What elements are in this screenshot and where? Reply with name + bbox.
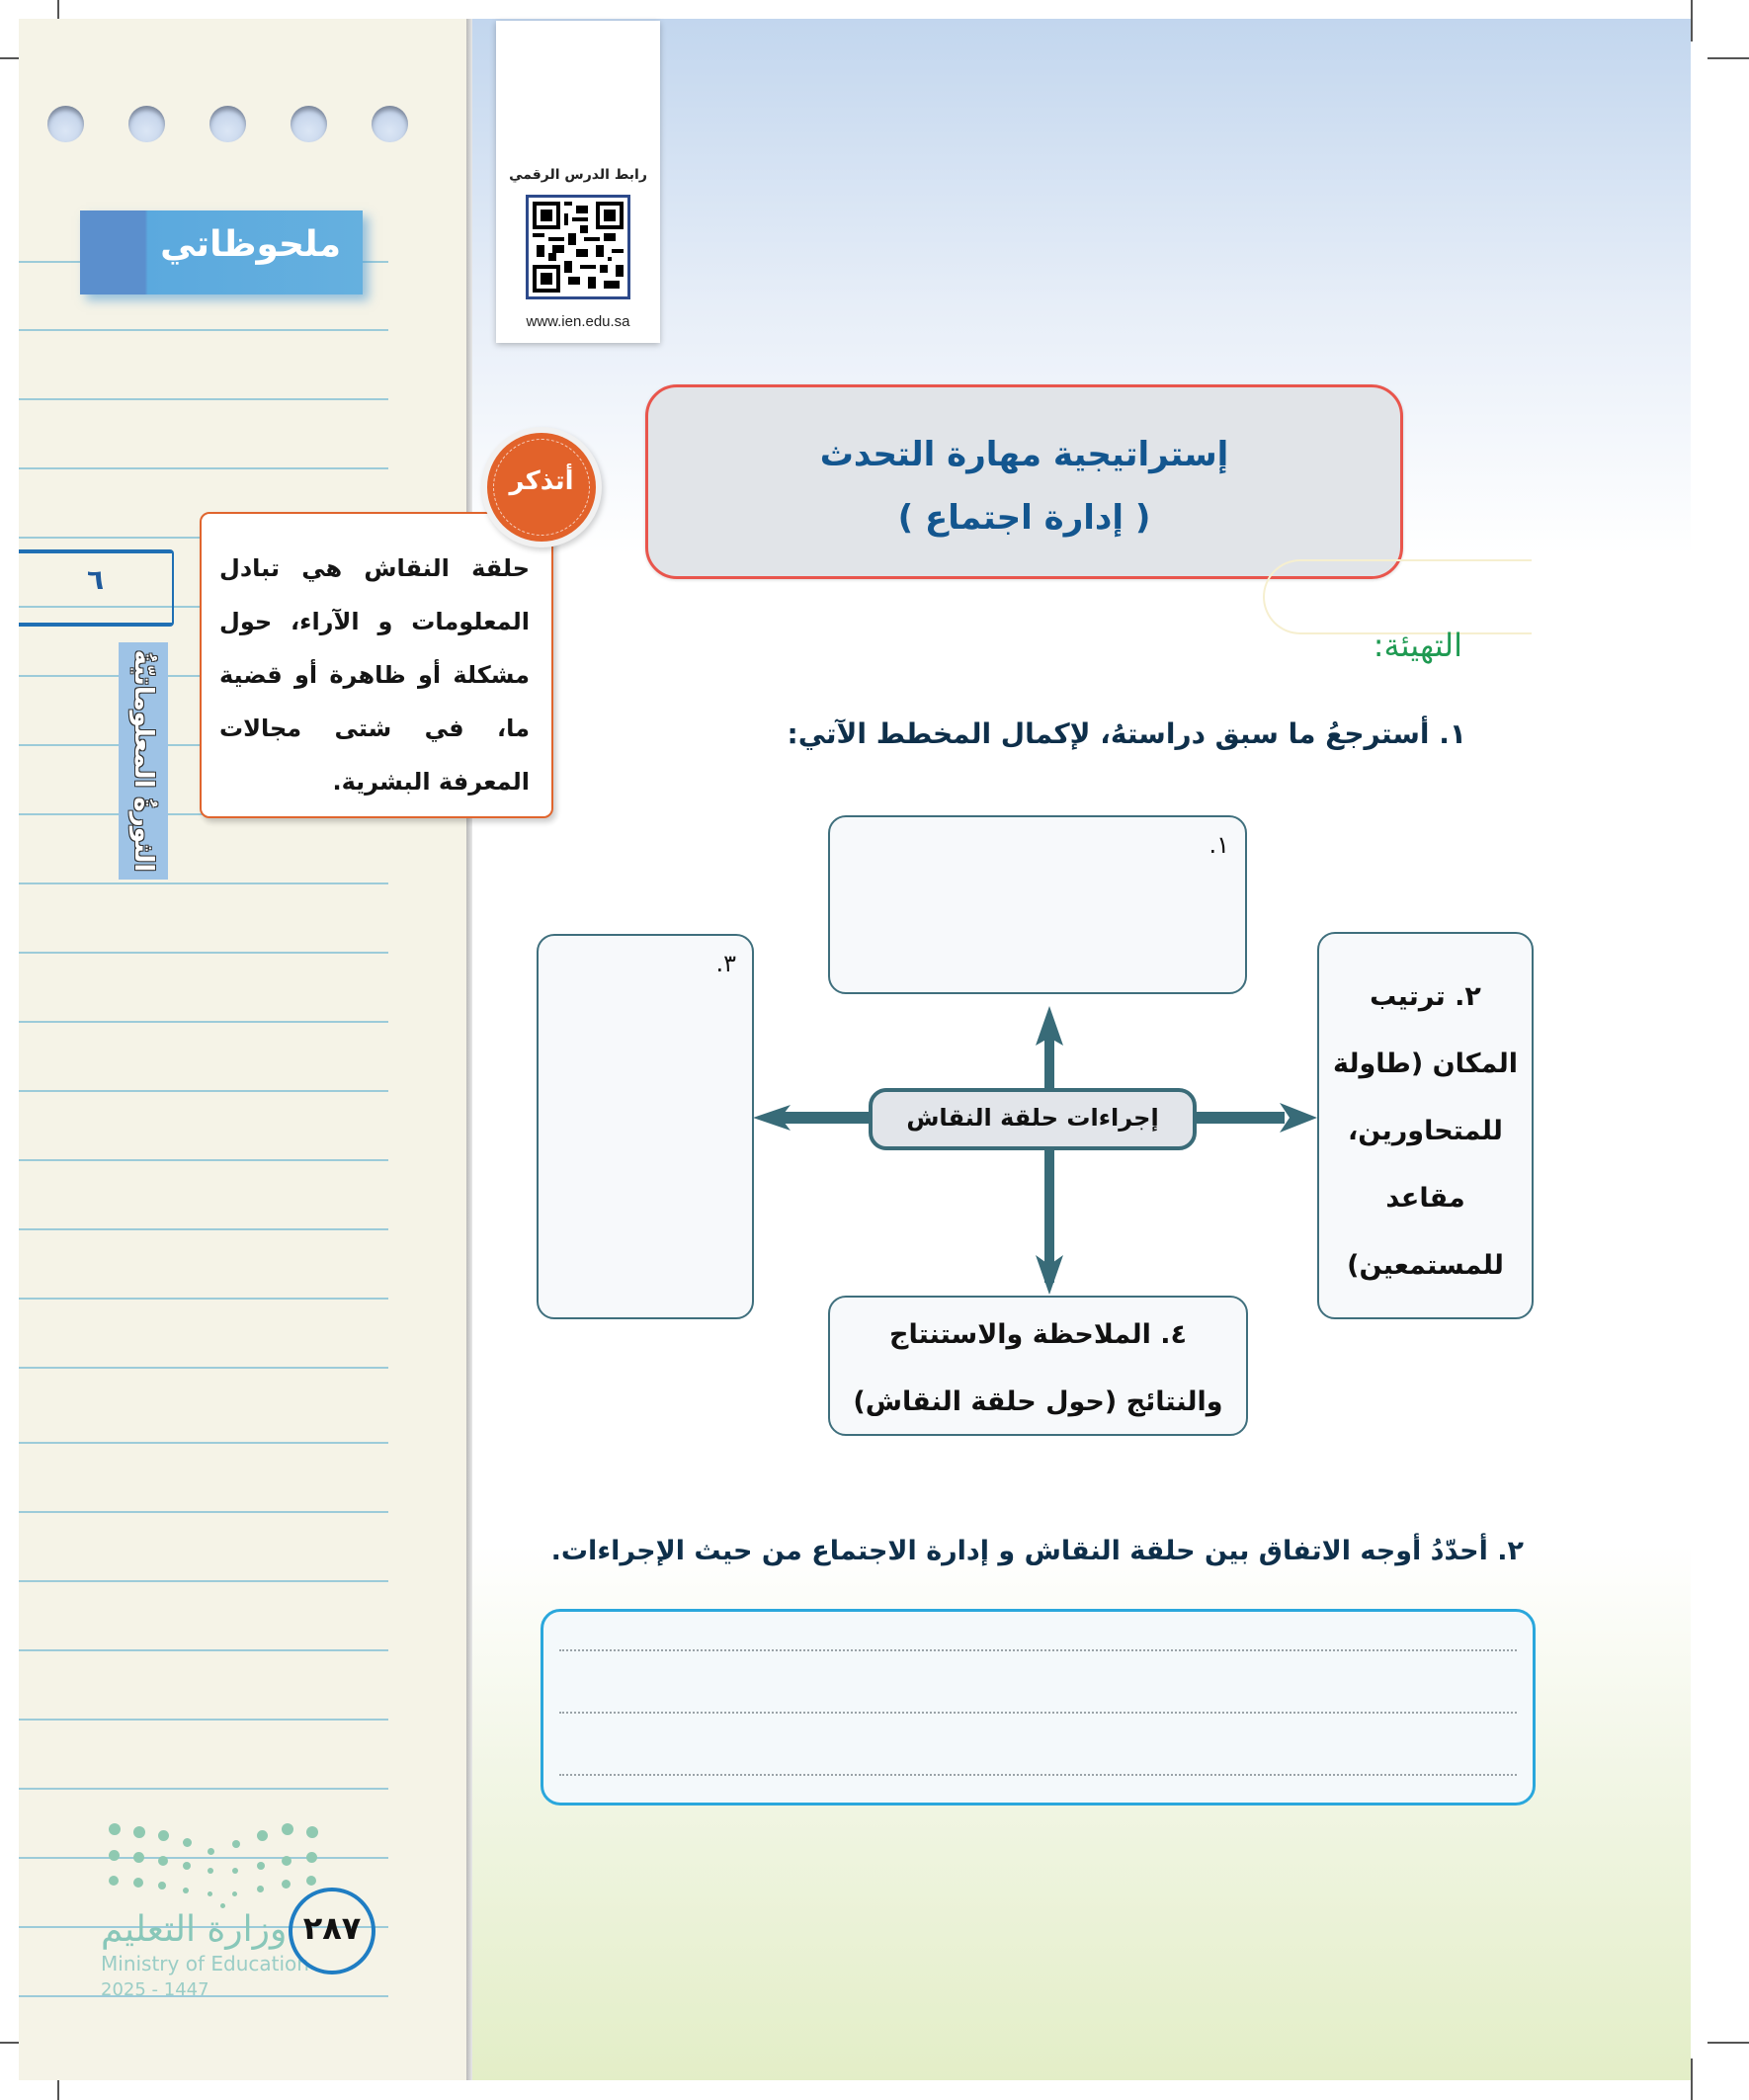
question-2: ٢. أحدّدُ أوجه الاتفاق بين حلقة النقاش و إدارة الاجتماع من حيث الإجراءات. bbox=[550, 1536, 1524, 1566]
arrow-left-shaft bbox=[781, 1112, 870, 1124]
unit-number: ٦ bbox=[86, 563, 105, 596]
arrow-up-shaft bbox=[1044, 1038, 1054, 1089]
lesson-subtitle: ( إدارة اجتماع ) bbox=[897, 498, 1151, 538]
diagram-box-4 bbox=[828, 1296, 1248, 1436]
diagram-center-node bbox=[869, 1088, 1197, 1150]
answer-textarea[interactable] bbox=[541, 1609, 1536, 1806]
answer-line bbox=[559, 1712, 1517, 1714]
box-text: ٢. ترتيب المكان (طاولة للمتحاورين، مقاعد للمستمعين) bbox=[1333, 981, 1518, 1281]
edition-year: 2025 - 1447 bbox=[101, 1979, 209, 2000]
unit-title: الثورةُ المعلوماتيّةُ bbox=[128, 649, 158, 873]
diagram-box-2 bbox=[1317, 932, 1534, 1319]
ministry-name-ar: وزارة التعليم bbox=[101, 1909, 288, 1950]
ministry-name-en: Ministry of Education bbox=[101, 1952, 309, 1975]
diagram-box-3[interactable] bbox=[537, 934, 754, 1319]
center-node-label: إجراءات حلقة النقاش bbox=[906, 1104, 1159, 1132]
question-1: ١. أسترجعُ ما سبق دراستهُ، لإكمال المخطط الآتي: bbox=[787, 717, 1466, 750]
box-number: ١. bbox=[1208, 831, 1229, 859]
page-number: ٢٨٧ bbox=[302, 1909, 362, 1947]
notes-tag-label: ملحوظاتي bbox=[160, 224, 341, 265]
arrow-right-head-icon bbox=[1280, 1103, 1317, 1133]
tip-text: حلقة النقاش هي تبادل المعلومات و الآراء، حول مشكلة أو ظاهرة أو قضية ما، في شتى مجالات المعرفة البشرية. bbox=[219, 554, 530, 796]
section-heading: التهيئة: bbox=[1373, 627, 1462, 664]
answer-line bbox=[559, 1774, 1517, 1776]
qr-url-link[interactable]: www.ien.edu.sa bbox=[526, 313, 630, 330]
remember-badge-label: أتذكر bbox=[509, 466, 574, 496]
answer-line bbox=[559, 1649, 1517, 1651]
diagram-box-1[interactable] bbox=[828, 815, 1247, 994]
arrow-right-shaft bbox=[1196, 1112, 1285, 1124]
box-number: ٣. bbox=[715, 950, 736, 977]
box-text: ٤. الملاحظة والاستنتاج والنتائج (حول حلقة النقاش) bbox=[853, 1319, 1223, 1417]
lesson-title: إستراتيجية مهارة التحدث bbox=[819, 435, 1229, 474]
qr-label: رابط الدرس الرقمي bbox=[509, 167, 647, 183]
